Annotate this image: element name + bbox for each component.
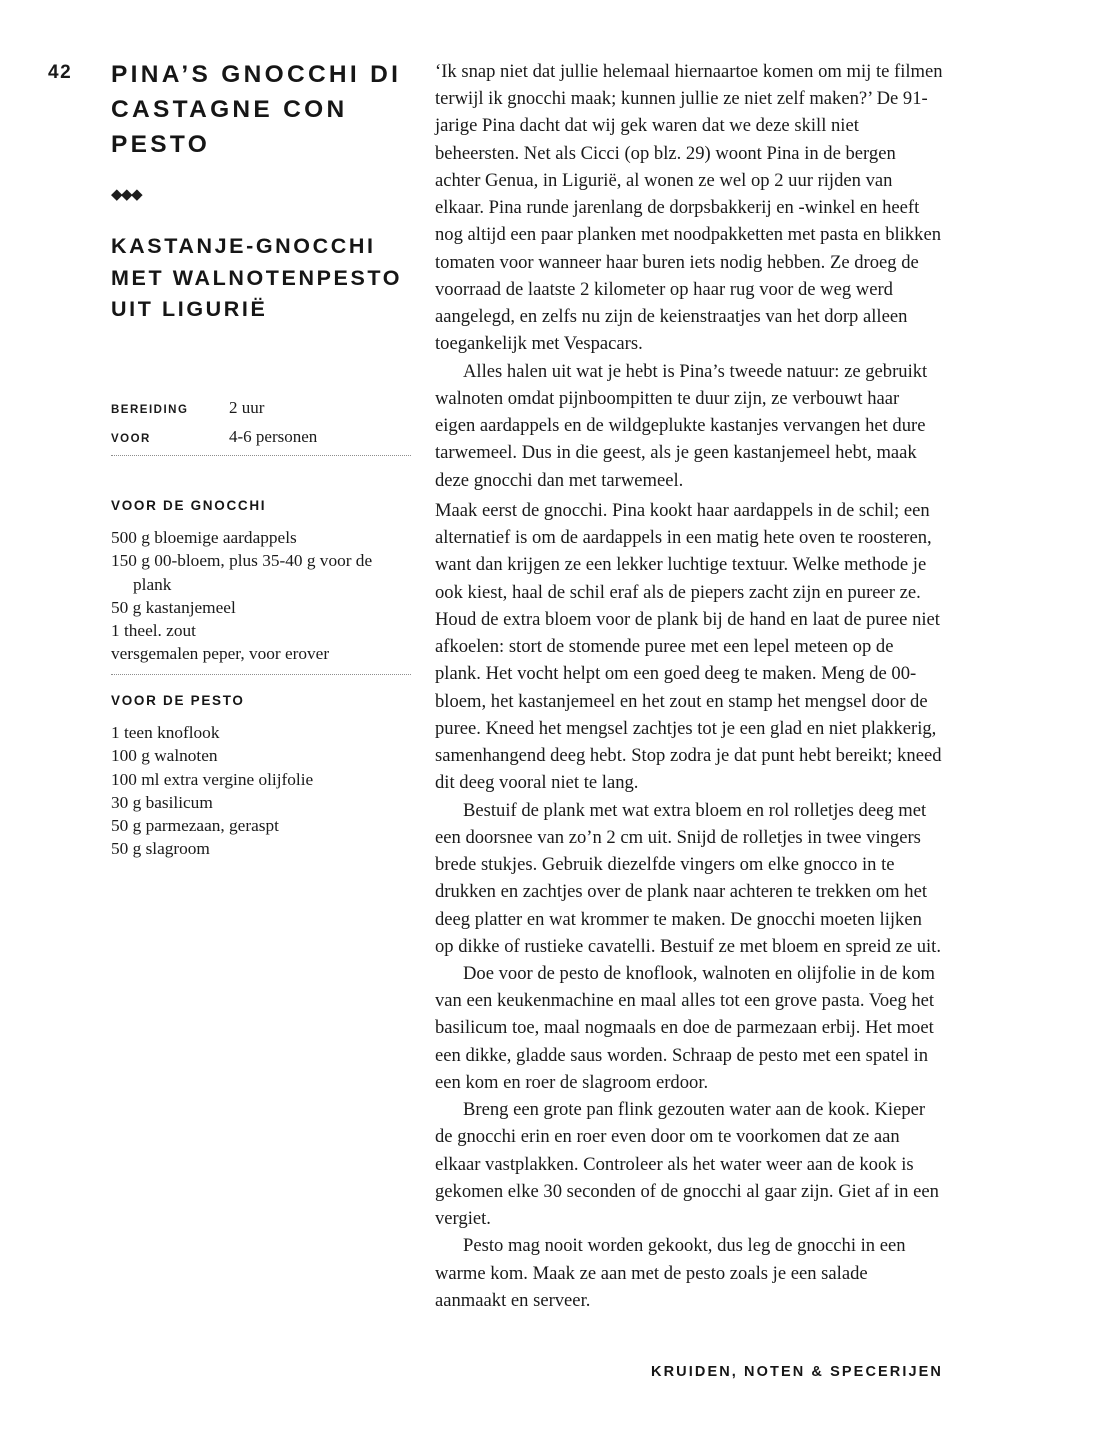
ingredients-pesto-heading: VOOR DE PESTO	[111, 693, 245, 708]
list-item: 100 ml extra vergine olijfolie	[111, 769, 314, 789]
ingredients-gnocchi	[111, 498, 411, 666]
ingredients-gnocchi-list	[111, 526, 411, 666]
divider-meta	[111, 455, 411, 456]
list-item: 50 g slagroom	[111, 839, 210, 859]
recipe-method	[435, 497, 943, 1314]
chapter-footer: KRUIDEN, NOTEN & SPECERIJEN	[651, 1364, 943, 1380]
recipe-subtitle: KASTANJE-GNOCCHI MET WALNOTENPESTO UIT LIGURIË	[111, 234, 403, 322]
list-item: 50 g kastanjemeel	[111, 597, 236, 617]
ingredients-pesto	[111, 693, 411, 861]
recipe-intro	[435, 58, 943, 494]
meta-value: 2 uur	[229, 398, 265, 417]
divider-ingredients	[111, 674, 411, 675]
method-paragraph: Doe voor de pesto de knoflook, walnoten en olijfolie in de kom van een keukenmachine en maal alles tot een grove pasta. Voeg het basilicum toe, maal nogmaals en doe de parmezaan erbij. Het moet een dikke, gladde saus worden. Schraap de pesto met een spatel in een kom en roer de slagroom erdoor.	[435, 962, 935, 1093]
list-item: 1 theel. zout	[111, 621, 196, 640]
intro-paragraph: Alles halen uit wat je hebt is Pina’s tweede natuur: ze gebruikt walnoten omdat pijnboompitten te duur zijn, ze verbouwt haar eigen aardappels en de wildgeplukte kastanjes vervangen het dure tarwemeel. Dus in die geest, als je geen kastanjemeel hebt, maak deze gnocchi dan met tarwemeel.	[435, 360, 928, 491]
method-paragraph: Breng een grote pan flink gezouten water aan de kook. Kieper de gnocchi erin en roer even door om te voorkomen dat ze aan elkaar vastplakken. Controleer als het water weer aan de kook is gekomen elke 30 seconden of de gnocchi al gaar zijn. Giet af in een vergiet.	[435, 1099, 939, 1230]
recipe-heading-block	[111, 58, 411, 325]
method-paragraph: Pesto mag nooit worden gekookt, dus leg de gnocchi in een warme kom. Maak ze aan met de pesto zoals je een salade aanmaakt en serveer.	[435, 1235, 906, 1311]
list-item: 50 g parmezaan, geraspt	[111, 816, 279, 835]
meta-label: BEREIDING	[111, 404, 189, 416]
list-item: versgemalen peper, voor erover	[111, 644, 330, 664]
meta-label: VOOR	[111, 433, 151, 445]
list-item: 150 g 00-bloem, plus 35-40 g voor de plank	[111, 551, 373, 594]
page-number: 42	[48, 62, 73, 83]
meta-row-bereiding	[111, 398, 411, 418]
list-item: 100 g walnoten	[111, 746, 218, 766]
list-item: 1 teen knoflook	[111, 723, 220, 742]
meta-value: 4-6 personen	[229, 427, 318, 446]
diamond-ornament-icon: ◆◆◆	[111, 187, 142, 204]
recipe-title: PINA’S GNOCCHI DI CASTAGNE CON PESTO	[111, 61, 402, 158]
intro-paragraph: ‘Ik snap niet dat jullie helemaal hiernaartoe komen om mij te filmen terwijl ik gnocchi maak; kunnen jullie ze niet zelf maken?’ De 91-jarige Pina dacht dat wij gek waren dat we deze skill niet beheersten. Net als Cicci (op blz. 29) woont Pina in de bergen achter Genua, in Ligurië, al wonen ze wel op 2 uur rijden van elkaar. Pina runde jarenlang de dorpsbakkerij en -winkel en heeft nog altijd een paar planken met noodpakketten met pasta en blikken tomaten voor wanneer haar buren iets nodig hebben. Ze droeg de voorraad de laatste 2 kilometer op haar rug voor de weg werd aangelegd, en zelfs nu zijn de keienstraatjes van het dorp alleen toegankelijk met Vespacars.	[435, 61, 943, 355]
method-paragraph: Bestuif de plank met wat extra bloem en rol rolletjes deeg met een doorsnee van zo’n 2 cm uit. Snijd de rolletjes in twee vingers brede stukjes. Gebruik diezelfde vingers om elke gnocco in te drukken en zachtjes over de plank naar achteren te trekken om het deeg platter en wat krommer te maken. De gnocchi moeten lijken op dikke of rustieke cavatelli. Bestuif ze met bloem en spreid ze uit.	[435, 799, 941, 957]
ingredients-gnocchi-heading: VOOR DE GNOCCHI	[111, 498, 267, 513]
method-paragraph: Maak eerst de gnocchi. Pina kookt haar aardappels in de schil; een alternatief is om de aardappels in een matig hete oven te roosteren, want dan krijgen ze een lekker luchtige textuur. Welke methode je ook kiest, haal de schil eraf als de piepers zacht zijn en pureer ze. Houd de extra bloem voor de plank bij de hand en laat de puree niet afkoelen: stort de stomende puree met een lepel meteen op de plank. Het vocht helpt om een goed deeg te maken. Meng de 00-bloem, het kastanjemeel en het zout en stamp het mengsel door de puree. Kneed het mengsel zachtjes tot je een glad en niet plakkerig, samenhangend deeg hebt. Stop zodra je dat punt hebt bereikt; kneed dit deeg vooral niet te lang.	[435, 500, 942, 794]
ingredients-pesto-list	[111, 721, 411, 861]
meta-row-voor	[111, 427, 411, 447]
recipe-meta	[111, 398, 411, 456]
list-item: 30 g basilicum	[111, 792, 213, 812]
list-item: 500 g bloemige aardappels	[111, 528, 297, 547]
